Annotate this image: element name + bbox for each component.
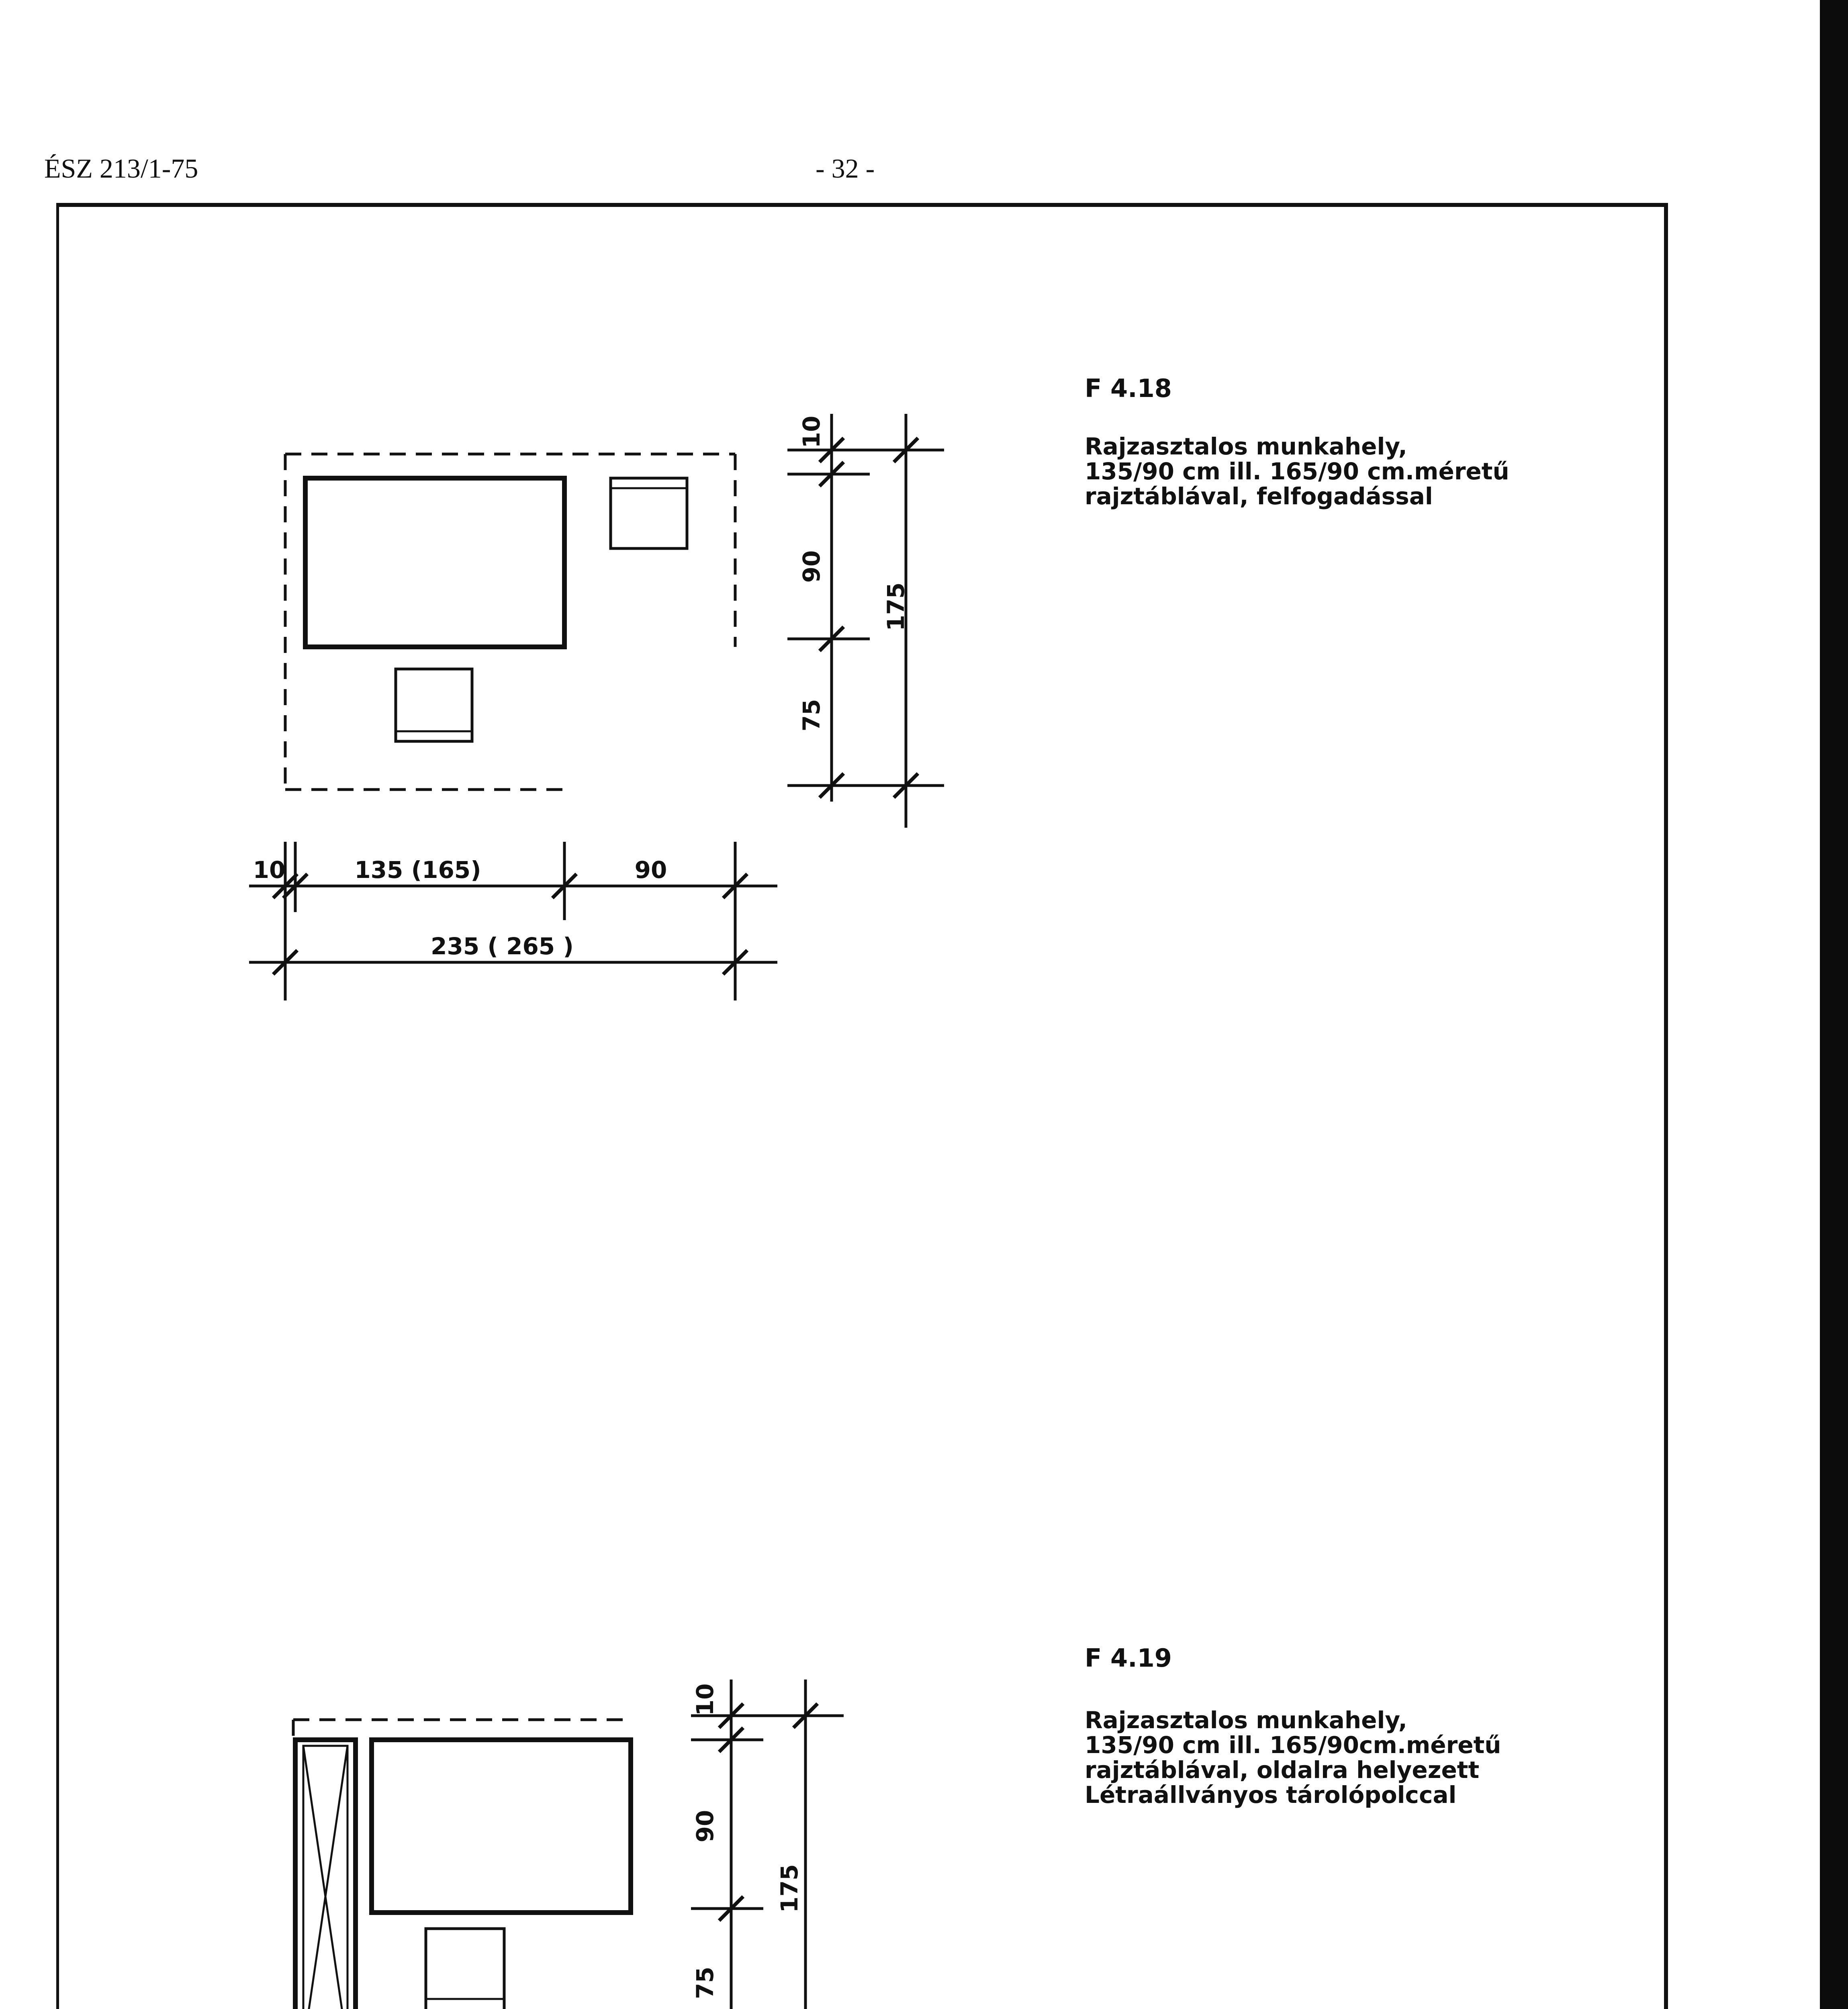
caption-line: Rajzasztalos munkahely, [1085, 433, 1407, 460]
dim-label: 75 [798, 699, 825, 732]
figure-f419-plan [293, 1720, 633, 2009]
workspace-boundary [285, 454, 735, 790]
dim-label: 10 [253, 856, 286, 884]
document-code: ÉSZ 213/1-75 [44, 153, 198, 184]
caption-line: Létraállványos tárolópolccal [1085, 1781, 1457, 1809]
figure-f419-vertical-ticks [719, 1704, 818, 2009]
figure-f419-vertical-dims [691, 1680, 844, 2009]
figure-code: F 4.19 [1085, 1643, 1172, 1673]
caption-line: rajztáblával, oldalra helyezett [1085, 1756, 1480, 1784]
figure-f418-horizontal-dims [249, 842, 777, 1000]
figure-f418-plan [285, 454, 735, 790]
dim-label: 135 (165) [354, 856, 481, 884]
dim-label: 90 [691, 1810, 719, 1843]
dim-label: 175 [882, 582, 910, 631]
page-number: - 32 - [816, 153, 875, 184]
drawing-board [372, 1740, 631, 1913]
side-stool [611, 478, 687, 548]
figure-code: F 4.18 [1085, 374, 1172, 403]
chair [396, 669, 472, 741]
drawing-board [305, 478, 564, 647]
dim-label: 90 [798, 550, 825, 583]
dim-label: 175 [776, 1864, 803, 1913]
ladder-shelf [295, 1740, 356, 2009]
chair [426, 1929, 504, 2009]
caption-line: Rajzasztalos munkahely, [1085, 1706, 1407, 1734]
dim-label: 10 [798, 415, 825, 448]
caption-line: 135/90 cm ill. 165/90 cm.méretű [1085, 458, 1509, 485]
dim-label: 10 [691, 1683, 719, 1716]
dim-label: 235 ( 265 ) [431, 933, 574, 960]
dim-label: 75 [691, 1966, 719, 1999]
caption-line: rajztáblával, felfogadással [1085, 483, 1433, 510]
figure-f418-vertical-dims [787, 414, 944, 828]
caption-line: 135/90 cm ill. 165/90cm.méretű [1085, 1731, 1501, 1759]
dim-label: 90 [634, 856, 667, 884]
